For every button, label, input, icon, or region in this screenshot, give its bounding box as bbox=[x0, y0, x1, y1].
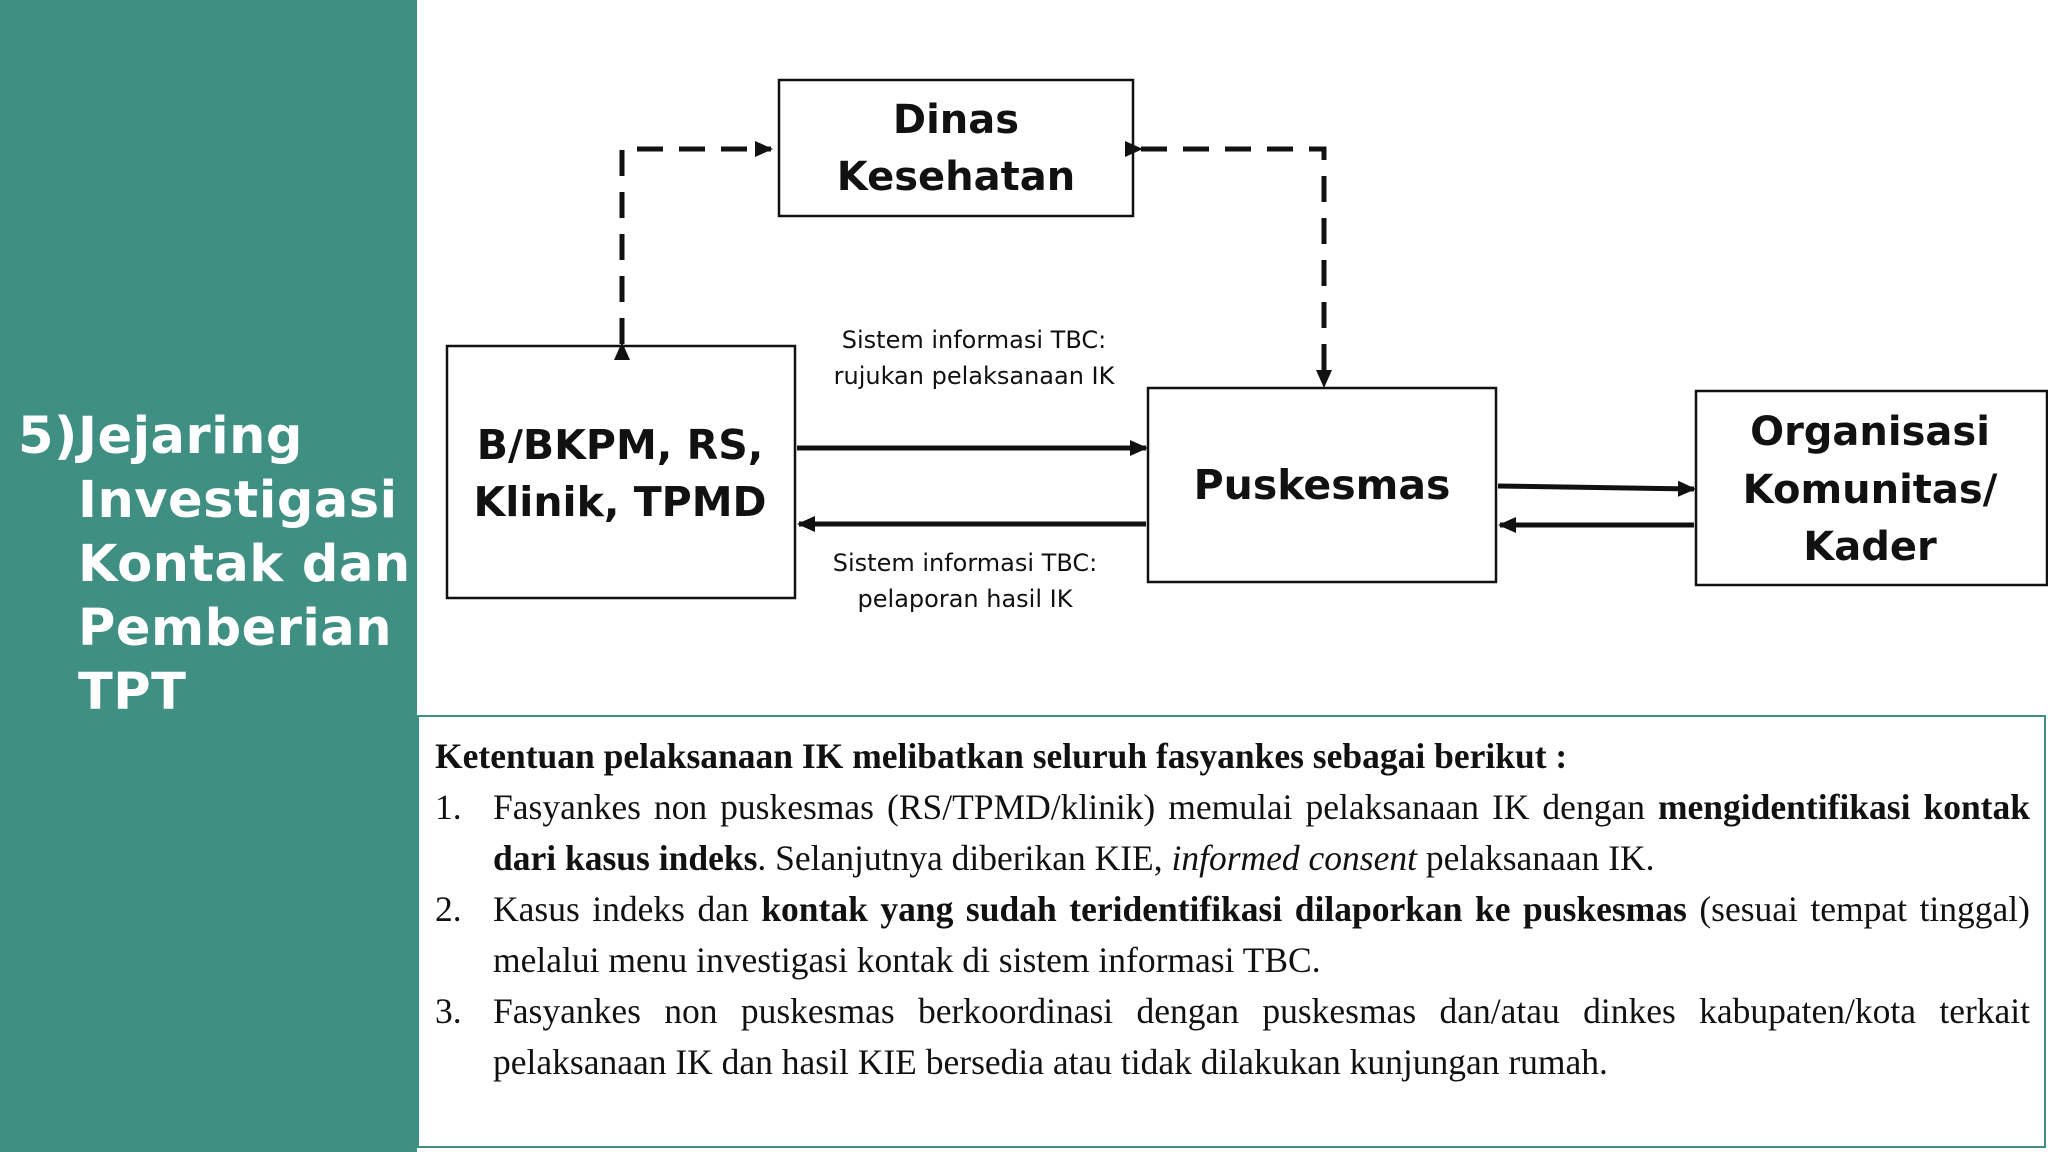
ketentuan-item-2 bbox=[435, 884, 2030, 986]
node-organisasi-label-3: Kader bbox=[1803, 524, 1937, 570]
title-line-5: TPT bbox=[78, 663, 187, 722]
node-bkpm-label-1: B/BKPM, RS, bbox=[476, 421, 764, 469]
item-text: pelaksanaan IK. bbox=[1416, 838, 1655, 878]
edge-label-pelaporan-1: Sistem informasi TBC: bbox=[832, 549, 1098, 577]
edge-label-pelaporan-2: pelaporan hasil IK bbox=[857, 585, 1073, 613]
item-text-italic: informed consent bbox=[1171, 838, 1417, 878]
dashed-link-bkpm-dinas bbox=[622, 149, 771, 344]
node-dinas-label-2: Kesehatan bbox=[836, 154, 1076, 200]
title-line-4: Pemberian bbox=[78, 599, 393, 658]
ketentuan-heading: Ketentuan pelaksanaan IK melibatkan seluruh fasyankes sebagai berikut : bbox=[435, 736, 1568, 776]
edge-label-rujukan-2: rujukan pelaksanaan IK bbox=[833, 362, 1115, 390]
ketentuan-panel bbox=[417, 715, 2046, 1148]
item-text: Fasyankes non puskesmas berkoordinasi dengan puskesmas dan/atau dinkes kabupaten/kota terkait pelaksanaan IK dan hasil KIE bersedia atau tidak dilakukan kunjungan rumah. bbox=[493, 991, 2030, 1082]
item-text: Fasyankes non puskesmas (RS/TPMD/klinik) memulai pelaksanaan IK dengan bbox=[493, 787, 1658, 827]
node-dinas-label-1: Dinas bbox=[892, 97, 1020, 143]
item-number: 3. bbox=[435, 991, 462, 1031]
dashed-link-dinas-puskesmas bbox=[1141, 149, 1324, 386]
title-line-2: Investigasi bbox=[78, 471, 398, 530]
node-bkpm bbox=[447, 346, 795, 598]
title-line-3: Kontak dan bbox=[78, 535, 411, 594]
node-bkpm-label-2: Klinik, TPMD bbox=[473, 478, 767, 526]
item-text: Kasus indeks dan bbox=[493, 889, 762, 929]
title-line-1: Jejaring bbox=[78, 407, 303, 466]
ketentuan-item-3 bbox=[435, 986, 2030, 1088]
arrow-puskesmas-to-organisasi bbox=[1498, 486, 1694, 489]
node-organisasi-label-2: Komunitas/ bbox=[1742, 467, 1998, 513]
section-number: 5) bbox=[18, 407, 78, 466]
item-text-bold: mengidentifikasi kontak dari kasus indeks bbox=[493, 787, 2031, 878]
node-puskesmas-label: Puskesmas bbox=[1193, 461, 1451, 509]
item-text-bold: kontak yang sudah teridentifikasi dilaporkan ke puskesmas bbox=[761, 889, 1687, 929]
item-text: . Selanjutnya diberikan KIE, bbox=[757, 838, 1172, 878]
edge-label-rujukan-1: Sistem informasi TBC: bbox=[841, 326, 1107, 354]
ketentuan-item-1 bbox=[435, 782, 2030, 884]
item-number: 2. bbox=[435, 889, 462, 929]
item-number: 1. bbox=[435, 787, 462, 827]
node-organisasi-label-1: Organisasi bbox=[1750, 409, 1990, 455]
item-text: (sesuai tempat tinggal) melalui menu investigasi kontak di sistem informasi TBC. bbox=[493, 889, 2030, 980]
ketentuan-list bbox=[435, 782, 2030, 1088]
